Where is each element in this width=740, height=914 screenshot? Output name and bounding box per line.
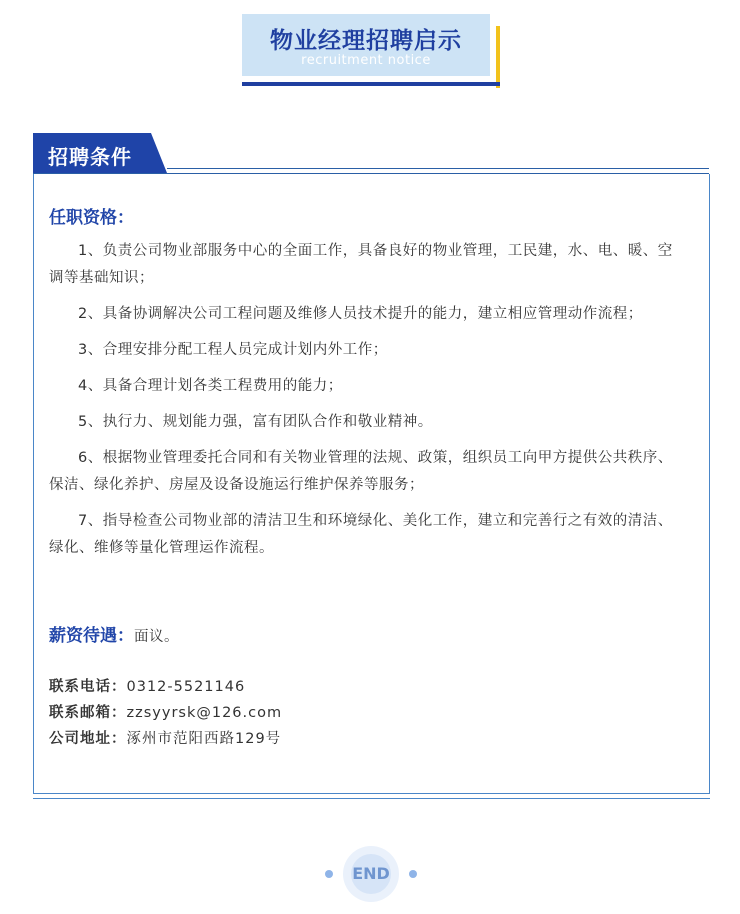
phone-value: 0312-5521146: [126, 679, 246, 695]
qualification-item: 2、具备协调解决公司工程问题及维修人员技术提升的能力，建立相应管理动作流程；: [78, 306, 643, 322]
email-label: 联系邮箱：: [49, 705, 127, 721]
qualification-item: 1、负责公司物业部服务中心的全面工作，具备良好的物业管理，工民建，水、电、暖、空调等基础知识；: [49, 243, 673, 286]
title-banner: [242, 14, 500, 88]
contact-info: [49, 674, 282, 752]
qualification-item: 4、具备合理计划各类工程费用的能力；: [78, 378, 343, 394]
title-accent-bar: [496, 26, 500, 88]
end-right-dot: [409, 870, 417, 878]
qualification-item: 7、指导检查公司物业部的清洁卫生和环境绿化、美化工作，建立和完善行之有效的清洁、绿化、维修等量化管理运作流程。: [49, 513, 673, 556]
qualifications-heading: 任职资格：: [49, 208, 134, 228]
qualifications-list: [49, 238, 685, 571]
address-value: 涿州市范阳西路129号: [126, 731, 282, 747]
title-underline: [242, 82, 500, 86]
page-subtitle: recruitment notice: [301, 53, 431, 68]
contact-address-row: [49, 726, 282, 752]
salary-label: 薪资待遇：: [49, 626, 134, 646]
contact-email-row: [49, 700, 282, 726]
salary-row: [49, 621, 179, 646]
email-value: zzsyyrsk@126.com: [126, 705, 283, 721]
salary-value: 面议。: [134, 629, 179, 645]
end-left-dot: [325, 870, 333, 878]
qualification-item: 3、合理安排分配工程人员完成计划内外工作；: [78, 342, 388, 358]
contact-phone-row: [49, 674, 282, 700]
phone-label: 联系电话：: [49, 679, 127, 695]
section-tab-label: 招聘条件: [48, 145, 132, 169]
page-title: 物业经理招聘启示: [270, 28, 462, 54]
content-frame-bottom-line: [33, 798, 710, 799]
end-label: END: [352, 864, 390, 883]
address-label: 公司地址：: [49, 731, 127, 747]
section-divider-top: [167, 168, 709, 169]
qualification-item: 6、根据物业管理委托合同和有关物业管理的法规、政策，组织员工向甲方提供公共秩序、保洁、绿化养护、房屋及设备设施运行维护保养等服务；: [49, 450, 673, 493]
qualification-item: 5、执行力、规划能力强，富有团队合作和敬业精神。: [78, 414, 433, 430]
